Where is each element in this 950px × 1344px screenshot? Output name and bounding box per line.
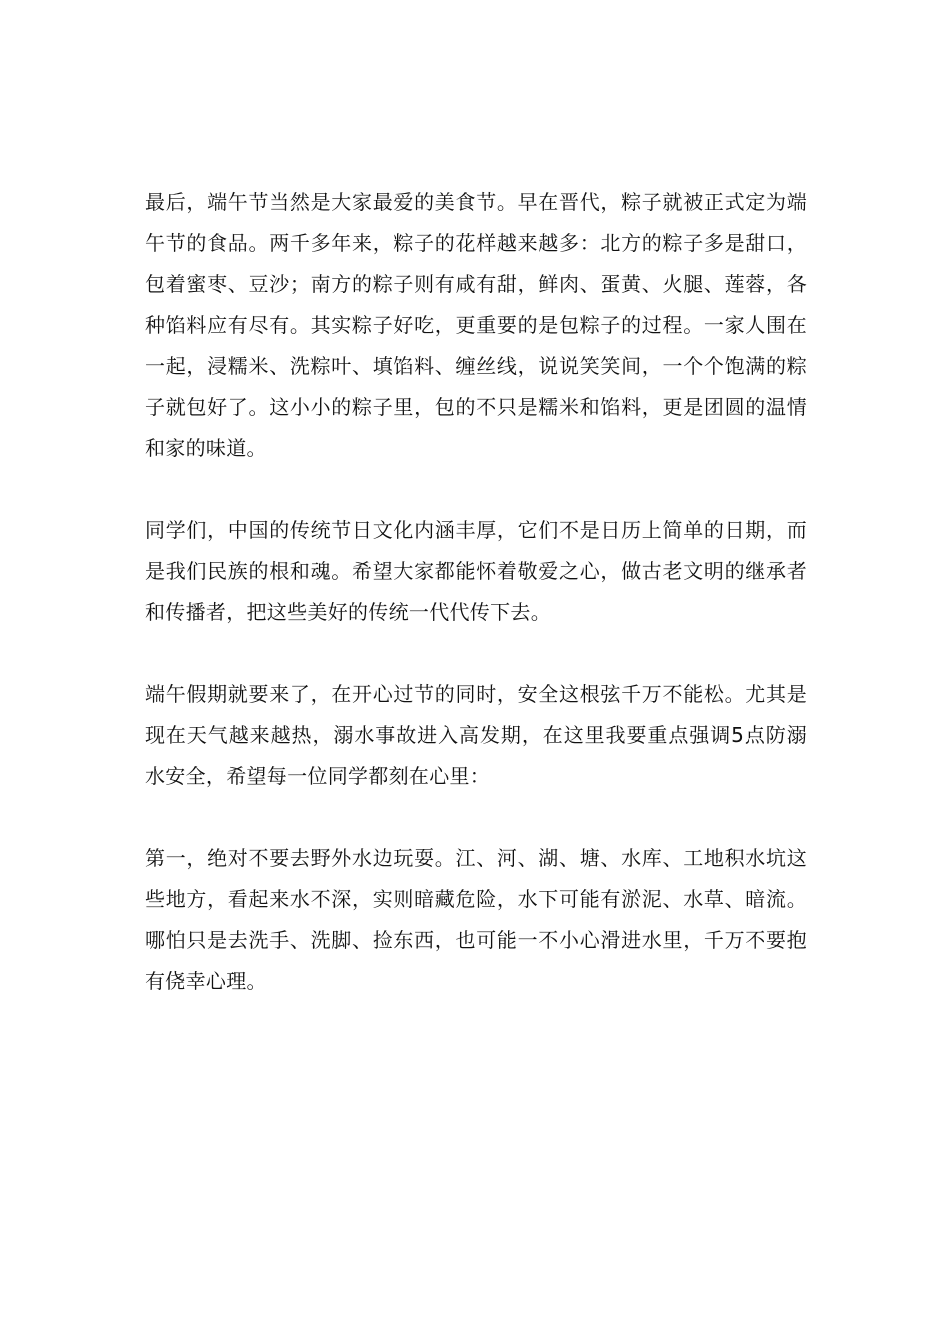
paragraph-traditional-culture: 同学们，中国的传统节日文化内涵丰厚，它们不是日历上简单的日期，而是我们民族的根和魂。希望大家都能怀着敬爱之心，做古老文明的继承者和传播者，把这些美好的传统一代代传下去。 (145, 518, 807, 624)
document-body (145, 182, 807, 1002)
paragraph-holiday-safety: 端午假期就要来了，在开心过节的同时，安全这根弦千万不能松。尤其是现在天气越来越热，溺水事故进入高发期，在这里我要重点强调5点防溺水安全，希望每一位同学都刻在心里： (145, 682, 807, 788)
paragraph-dragon-boat-food: 最后，端午节当然是大家最爱的美食节。早在晋代，粽子就被正式定为端午节的食品。两千多年来，粽子的花样越来越多：北方的粽子多是甜口，包着蜜枣、豆沙；南方的粽子则有咸有甜，鲜肉、蛋黄、火腿、莲蓉，各种馅料应有尽有。其实粽子好吃，更重要的是包粽子的过程。一家人围在一起，浸糯米、洗粽叶、填馅料、缠丝线，说说笑笑间，一个个饱满的粽子就包好了。这小小的粽子里，包的不只是糯米和馅料，更是团圆的温情和家的味道。 (145, 190, 807, 460)
paragraph-rule-one: 第一，绝对不要去野外水边玩耍。江、河、湖、塘、水库、工地积水坑这些地方，看起来水不深，实则暗藏危险，水下可能有淤泥、水草、暗流。哪怕只是去洗手、洗脚、捡东西，也可能一不小心滑进水里，千万不要抱有侥幸心理。 (145, 846, 807, 993)
